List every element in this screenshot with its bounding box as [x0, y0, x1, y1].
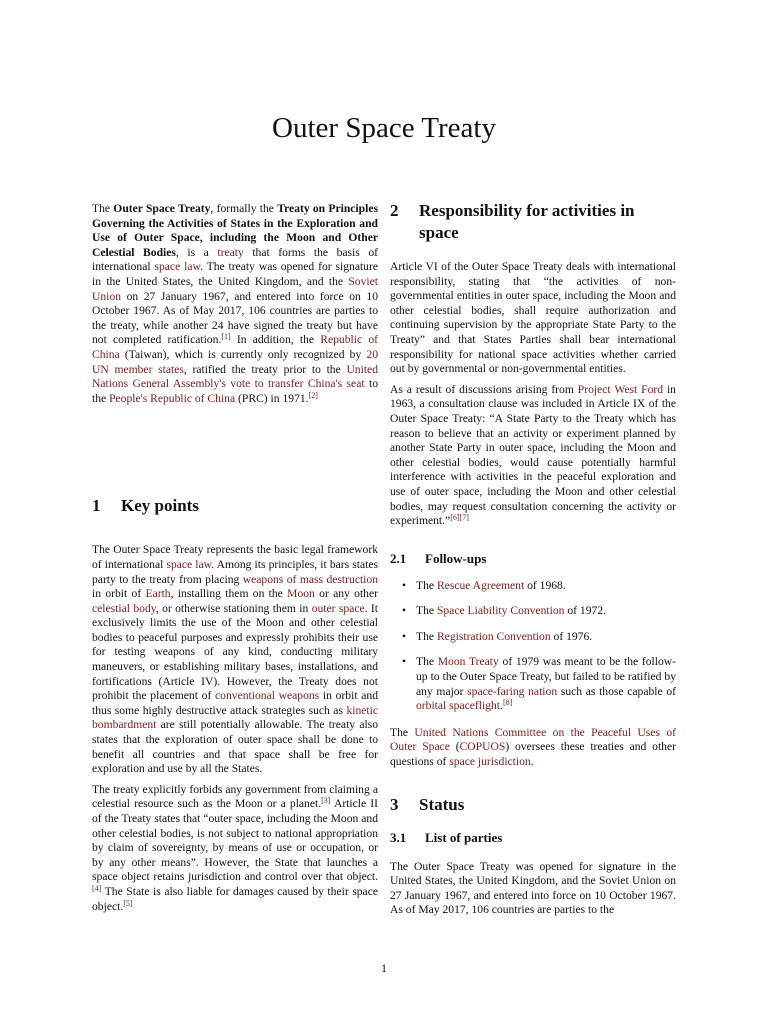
- link-project-west-ford[interactable]: Project West Ford: [577, 382, 664, 396]
- link-moon[interactable]: Moon: [287, 587, 315, 601]
- link-prc[interactable]: People's Republic of China: [109, 391, 236, 405]
- citation-link[interactable]: [5]: [123, 898, 133, 908]
- subsection-heading-follow-ups: 2.1 Follow-ups: [390, 550, 487, 566]
- subsection-heading-list-of-parties: 3.1 List of parties: [390, 829, 503, 845]
- link-space-faring-nation[interactable]: space-faring nation: [467, 684, 558, 698]
- link-conventional-weapons[interactable]: conventional weapons: [215, 689, 320, 703]
- section-heading-status: 3 Status: [390, 794, 465, 814]
- page-title: Outer Space Treaty: [272, 112, 496, 144]
- citation-link[interactable]: [6]: [450, 513, 460, 523]
- link-un-copuos[interactable]: United Nations Committee on the Peaceful Uses of Outer Space: [390, 725, 676, 754]
- link-space-jurisdiction[interactable]: space jurisdiction: [449, 755, 531, 769]
- citation-link[interactable]: [1]: [221, 332, 231, 342]
- list-item: • The Registration Convention of 1976.: [390, 630, 676, 645]
- link-earth[interactable]: Earth: [145, 587, 171, 601]
- link-space-law[interactable]: space law: [166, 557, 212, 571]
- link-copuos[interactable]: COPUOS: [459, 740, 506, 754]
- link-celestial-body[interactable]: celestial body: [92, 601, 156, 615]
- link-republic-of-china[interactable]: Republic of China: [92, 333, 378, 361]
- list-item: • The Space Liability Convention of 1972.: [390, 604, 676, 619]
- intro-paragraph: The Outer Space Treaty, formally the Treaty on Principles Governing the Activities of States in the Exploration and Use of Outer Space, including the Moon and Other Celestial Bodies, is a treaty that forms the basis of international space law. The treaty was opened for signature in the United States, the United Kingdom, and the Soviet Union on 27 January 1967, and entered into force on 10 October 1967. As of May 2017, 106 countries are parties to the treaty, while another 24 have signed the treaty but have not completed ratification.[1] In addition, the Republic of China (Taiwan), which is currently only recognized by 20 UN member states, ratified the treaty prior to the United Nations General Assembly's vote to transfer China's seat to the People's Republic of China (PRC) in 1971.[2]: [92, 202, 378, 405]
- list-item: • The Moon Treaty of 1979 was meant to be the follow-up to the Outer Space Treaty, but failed to be ratified by any major space-faring nation such as those capable of orbital spaceflight.[8]: [390, 655, 676, 713]
- link-soviet-union[interactable]: Soviet Union: [92, 274, 378, 303]
- link-outer-space[interactable]: outer space: [311, 601, 365, 615]
- list-item: • The Rescue Agreement of 1968.: [390, 579, 676, 594]
- link-kinetic-bombardment[interactable]: kinetic bombardment: [92, 703, 378, 732]
- key-points-paragraph: The treaty explicitly forbids any government from claiming a celestial resource such as the Moon or a planet.[3] Article II of the Treaty states that “outer space, including the Moon and other celestial bodies, is not subject to national appropriation by claim of sovereignty, by means of use or occupation, or by any other means”. However, the State that launches a space object retains jurisdiction and control over that object.[4] The State is also liable for damages caused by their space object.[5]: [92, 782, 378, 913]
- bold-term: Outer Space Treaty: [113, 202, 211, 215]
- follow-ups-list: [390, 579, 676, 714]
- link-orbital-spaceflight[interactable]: orbital spaceflight: [416, 699, 501, 713]
- responsibility-paragraph: Article VI of the Outer Space Treaty deals with international responsibility, stating that “the activities of non-governmental entities in outer space, including the Moon and other celestial bodies, shall require authorization and continuing supervision by the appropriate State Party to the Treaty” and that States Parties shall bear international responsibility for national space activities whether carried out by governmental or non-governmental entities.: [390, 260, 676, 376]
- link-un-member-states[interactable]: 20 UN member states: [92, 347, 378, 376]
- section-heading-key-points: 1 Key points: [92, 496, 199, 516]
- link-space-law[interactable]: space law: [154, 260, 201, 274]
- list-of-parties-paragraph: The Outer Space Treaty was opened for signature in the United States, the United Kingdom, and the Soviet Union on 27 January 1967, and entered into force on 10 October 1967. As of May 2017, 106 countries are parties to the: [390, 859, 676, 917]
- link-moon-treaty[interactable]: Moon Treaty: [437, 655, 499, 669]
- key-points-paragraph: The Outer Space Treaty represents the basic legal framework of international space law. Among its principles, it bars states party to the treaty from placing weapons of mass destruction in orbit of Earth, installing them on the Moon or any other celestial body, or otherwise stationing them in outer space. It exclusively limits the use of the Moon and other celestial bodies to peaceful purposes and expressly prohibits their use for testing weapons of any kind, conducting military maneuvers, or establishing military bases, installations, and fortifications (Article IV). However, the Treaty does not prohibit the placement of conventional weapons in orbit and thus some highly destructive attack strategies such as kinetic bombardment are still potentially allowable. The treaty also states that the exploration of outer space shall be done to benefit all countries and that space shall be free for exploration and use by all the States.: [92, 543, 379, 776]
- link-wmd[interactable]: weapons of mass destruction: [242, 572, 378, 586]
- link-rescue-agreement[interactable]: Rescue Agreement: [436, 578, 525, 592]
- link-unga-vote[interactable]: United Nations General Assembly's vote to transfer China's seat: [92, 362, 378, 391]
- right-column: [390, 202, 676, 924]
- link-treaty[interactable]: treaty: [217, 245, 244, 259]
- citation-link[interactable]: [4]: [92, 883, 102, 893]
- page-number: 1: [381, 961, 387, 975]
- copuos-paragraph: The United Nations Committee on the Peaceful Uses of Outer Space (COPUOS) oversees these treaties and other questions of space jurisdiction.: [390, 725, 676, 769]
- responsibility-paragraph: As a result of discussions arising from Project West Ford in 1963, a consultation clause was included in Article IX of the Outer Space Treaty: “A State Party to the Treaty which has reason to believe that an activity or experiment planned by another State Party in outer space, including the Moon and other celestial bodies, would cause potentially harmful interference with activities in the peaceful exploration and use of outer space, including the Moon and other celestial bodies, may request consultation concerning the activity or experiment.”[6][7]: [390, 382, 676, 528]
- link-registration-convention[interactable]: Registration Convention: [436, 629, 551, 643]
- citation-link[interactable]: [3]: [321, 796, 331, 806]
- citation-link[interactable]: [2]: [308, 390, 318, 400]
- link-space-liability-convention[interactable]: Space Liability Convention: [436, 604, 565, 618]
- citation-link[interactable]: [7]: [459, 513, 469, 523]
- citation-link[interactable]: [8]: [502, 698, 513, 708]
- left-column: [92, 202, 378, 920]
- section-heading-responsibility: 2 Responsibility for activities in space: [390, 201, 635, 242]
- bold-term: Treaty on Principles Governing the Activities of States in the Exploration and Use of Outer Space, including the Moon and Other Celestial Bodies: [92, 202, 378, 259]
